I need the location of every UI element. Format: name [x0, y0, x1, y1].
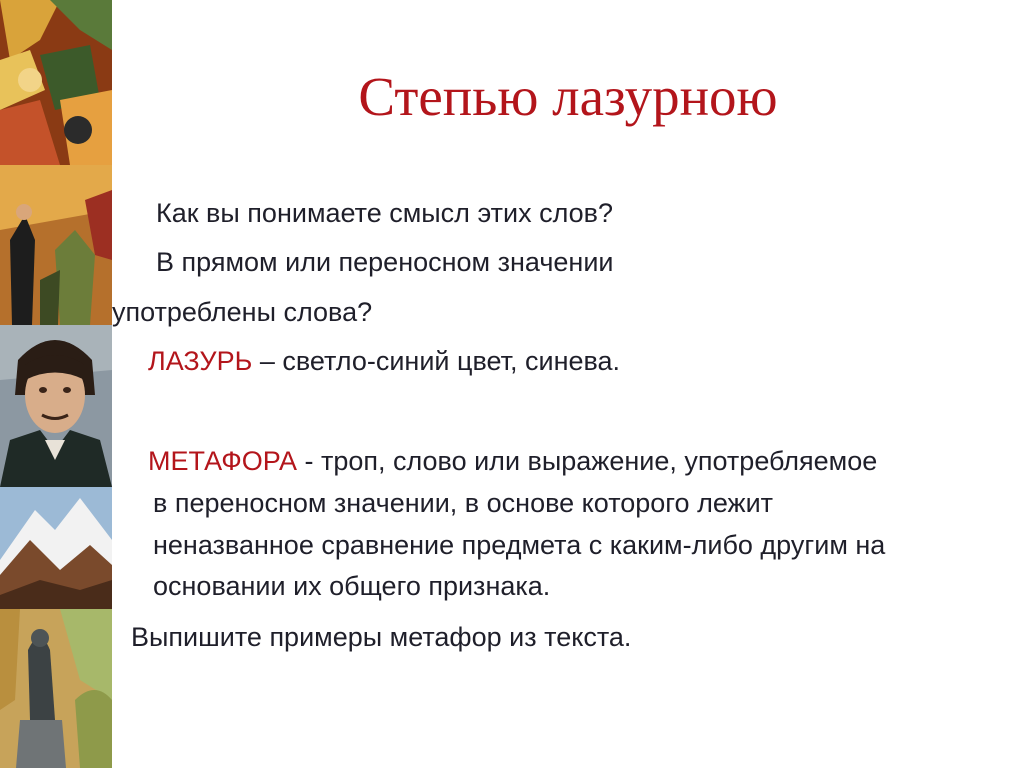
task-instruction: Выпишите примеры метафор из текста. [131, 622, 632, 652]
slide-title: Степью лазурною [358, 66, 778, 127]
metaphor-definition-line-3: неназванное сравнение предмета с каким-либо другим на [153, 530, 886, 560]
lazur-definition [148, 344, 620, 378]
lazur-definition-text: – светло-синий цвет, синева. [252, 346, 621, 376]
metaphor-definition-line-1 [148, 444, 877, 478]
metaphor-term: МЕТАФОРА [148, 446, 297, 476]
question-line-3: употреблены слова? [112, 297, 373, 327]
metaphor-definition-line-4: основании их общего признака. [153, 571, 551, 601]
question-line-2: В прямом или переносном значении [156, 247, 614, 277]
painting-illustration [0, 0, 112, 165]
lazur-term: ЛАЗУРЬ [148, 346, 253, 376]
mountain-landscape [0, 487, 112, 609]
monument-statue [0, 609, 112, 768]
metaphor-definition-line-2: в переносном значении, в основе которого лежит [153, 488, 774, 518]
painting-figures [0, 165, 112, 325]
left-image-strip [0, 0, 112, 768]
question-line-1: Как вы понимаете смысл этих слов? [156, 198, 614, 228]
portrait [0, 325, 112, 487]
metaphor-definition-text-1: - троп, слово или выражение, употребляемое [296, 446, 878, 476]
